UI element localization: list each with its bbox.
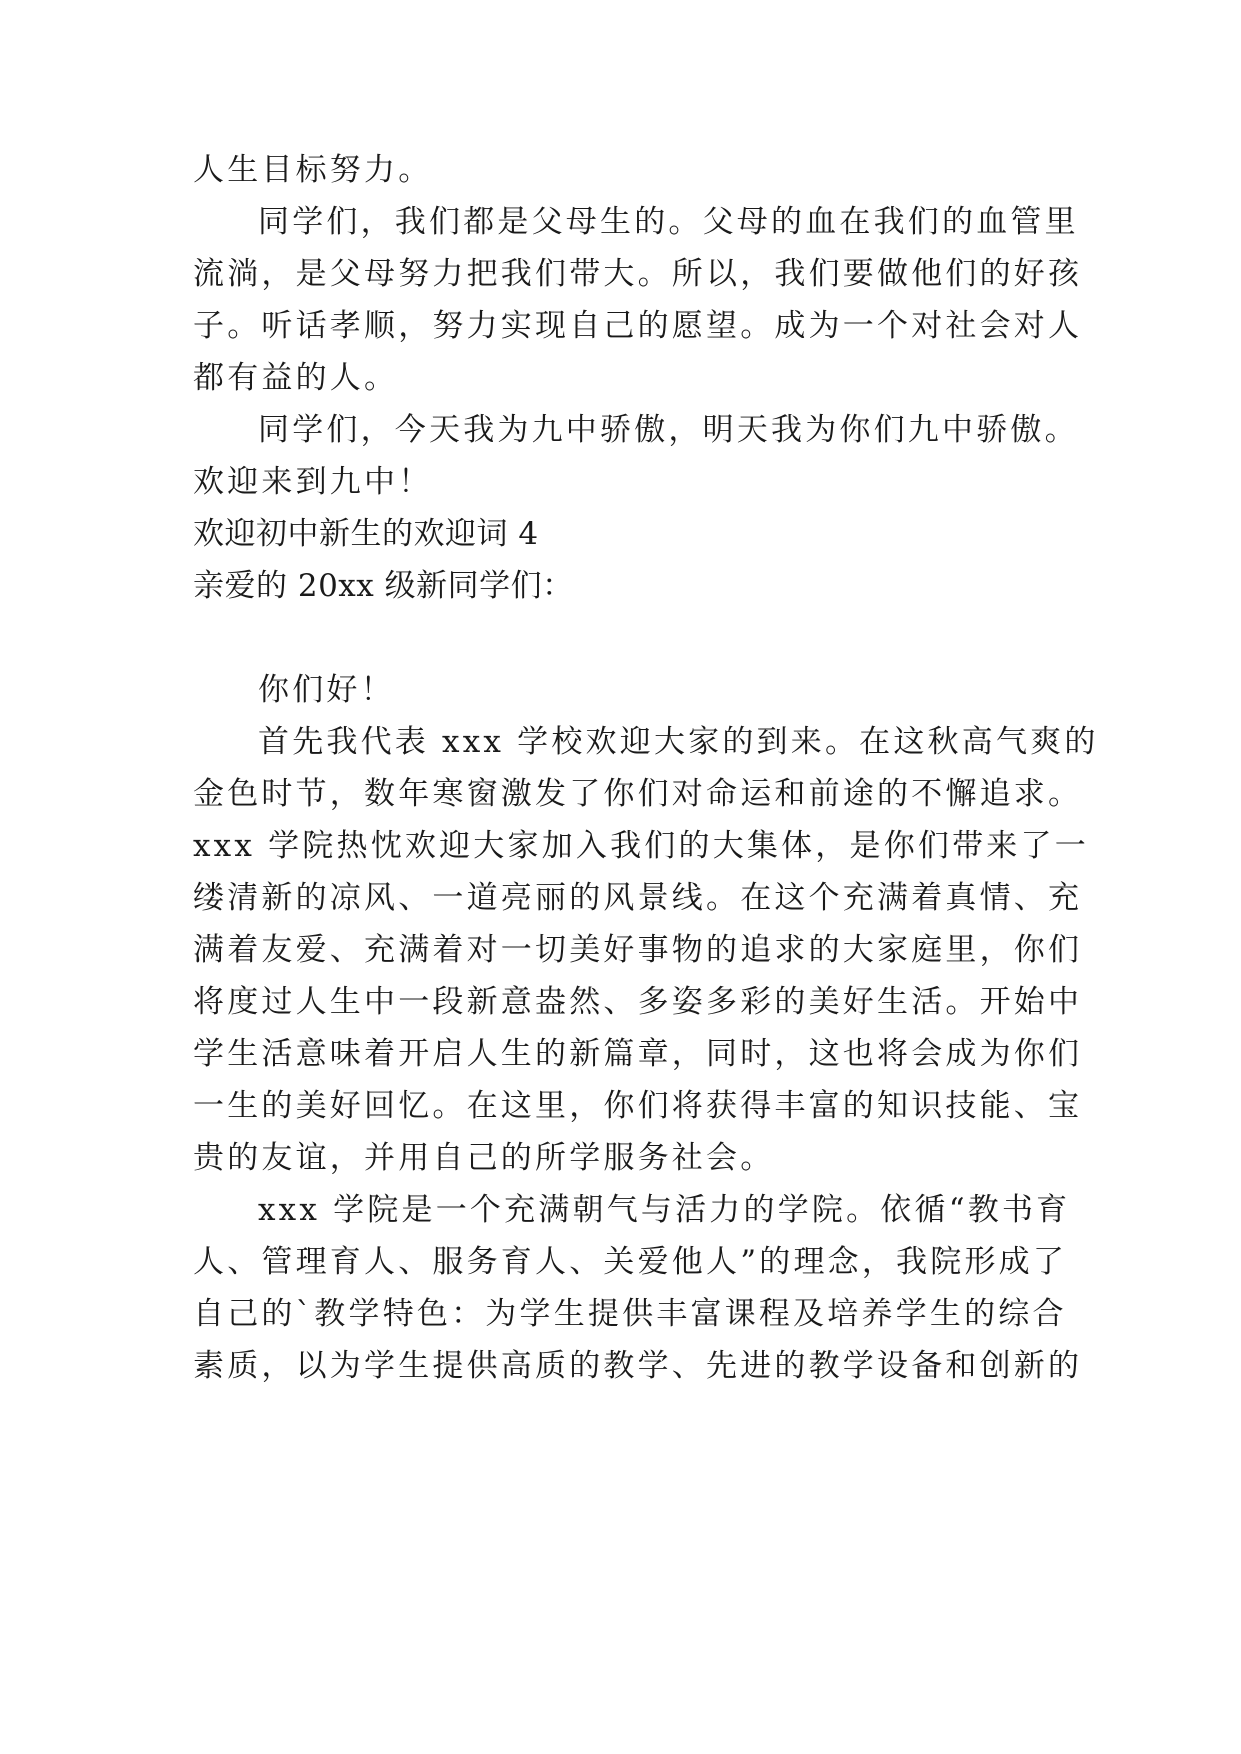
greeting-line: 你们好！ [258, 672, 395, 708]
text-line: 素质，以为学生提供高质的教学、先进的教学设备和创新的 [193, 1348, 1083, 1384]
paragraph-start-line: 首先我代表 xxx 学校欢迎大家的到来。在这秋高气爽的 [258, 724, 1099, 760]
text-line: 贵的友谊，并用自己的所学服务社会。 [193, 1140, 775, 1176]
text-line: 一生的美好回忆。在这里，你们将获得丰富的知识技能、宝 [193, 1088, 1083, 1124]
paragraph-start-line: xxx 学院是一个充满朝气与活力的学院。依循“教书育 [258, 1192, 1071, 1228]
text-line: 金色时节，数年寒窗激发了你们对命运和前途的不懈追求。 [193, 776, 1083, 812]
paragraph-start-line: 同学们，我们都是父母生的。父母的血在我们的血管里 [258, 204, 1079, 240]
text-line: 满着友爱、充满着对一切美好事物的追求的大家庭里，你们 [193, 932, 1083, 968]
text-line: 将度过人生中一段新意盎然、多姿多彩的美好生活。开始中 [193, 984, 1083, 1020]
salutation-line: 亲爱的 20xx 级新同学们： [193, 568, 574, 604]
text-line: 自己的`教学特色：为学生提供丰富课程及培养学生的综合 [193, 1296, 1067, 1332]
section-heading: 欢迎初中新生的欢迎词 4 [193, 516, 539, 552]
text-line: 子。听话孝顺，努力实现自己的愿望。成为一个对社会对人 [193, 308, 1083, 344]
text-line: xxx 学院热忱欢迎大家加入我们的大集体，是你们带来了一 [193, 828, 1089, 864]
text-line: 流淌，是父母努力把我们带大。所以，我们要做他们的好孩 [193, 256, 1083, 292]
text-line: 学生活意味着开启人生的新篇章，同时，这也将会成为你们 [193, 1036, 1083, 1072]
text-line: 欢迎来到九中！ [193, 464, 433, 500]
paragraph-start-line: 同学们，今天我为九中骄傲，明天我为你们九中骄傲。 [258, 412, 1079, 448]
text-line: 人、管理育人、服务育人、关爱他人”的理念，我院形成了 [193, 1244, 1068, 1280]
text-line: 缕清新的凉风、一道亮丽的风景线。在这个充满着真情、充 [193, 880, 1083, 916]
text-line: 都有益的人。 [193, 360, 399, 396]
text-line: 人生目标努力。 [193, 152, 433, 188]
